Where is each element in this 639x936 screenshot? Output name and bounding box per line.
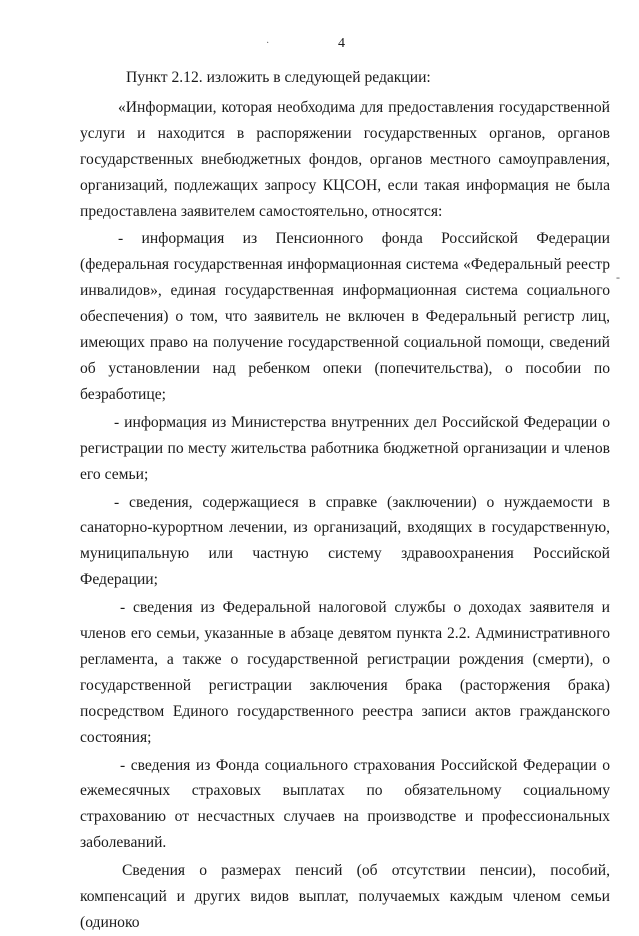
list-item-interior-ministry: - информация из Министерства внутренних дел Российской Федерации о регистрации по месту жительства работника бюджетной организации и членов его семьи; xyxy=(80,413,610,483)
list-item-pension-fund: - информация из Пенсионного фонда Российской Федерации (федеральная государственная информационная система «Федеральный реестр инвалидов», единая государственная информационная система социального обеспечения) о том, что заявитель не включен в Федеральный регистр лиц, имеющих право на получение государственной социальной помощи, сведений об установлении над ребенком опеки (попечительства), о пособии по безработице; xyxy=(80,230,610,403)
document-body xyxy=(80,65,610,936)
margin-mark: - xyxy=(616,270,620,284)
paragraph-quote-intro: «Информации, которая необходима для предоставления государственной услуги и находится в распоряжении государственных органов, органов государственных внебюджетных фондов, органов местного самоуправления, организаций, подлежащих запросу КЦСОН, если такая информация не была предоставлена заявителем самостоятельно, относятся: xyxy=(80,98,610,220)
amendment-heading: Пункт 2.12. изложить в следующей редакции: xyxy=(126,69,431,86)
list-item-sanatorium: - сведения, содержащиеся в справке (заключении) о нуждаемости в санаторно-курортном лечении, из организаций, входящих в государственную, муниципальную или частную систему здравоохранения Российской Федерации; xyxy=(80,493,610,589)
scan-dot-mark: · xyxy=(266,38,270,49)
page-number: 4 xyxy=(338,36,345,51)
paragraph-closing: Сведения о размерах пенсий (об отсутствии пенсии), пособий, компенсаций и других видов выплат, получаемых каждым членом семьи (одиноко xyxy=(80,862,610,931)
list-item-social-insurance: - сведения из Фонда социального страхования Российской Федерации о ежемесячных страховых выплатах по обязательному социальному страхованию от несчастных случаев на производстве и профессиональных заболеваний. xyxy=(80,756,610,852)
list-item-tax-service: - сведения из Федеральной налоговой службы о доходах заявителя и членов его семьи, указанные в абзаце девятом пункта 2.2. Административного регламента, а также о государственной регистрации рождения (смерти), о государственной регистрации заключения брака (расторжения брака) посредством Единого государственного реестра записи актов гражданского состояния; xyxy=(80,599,610,746)
